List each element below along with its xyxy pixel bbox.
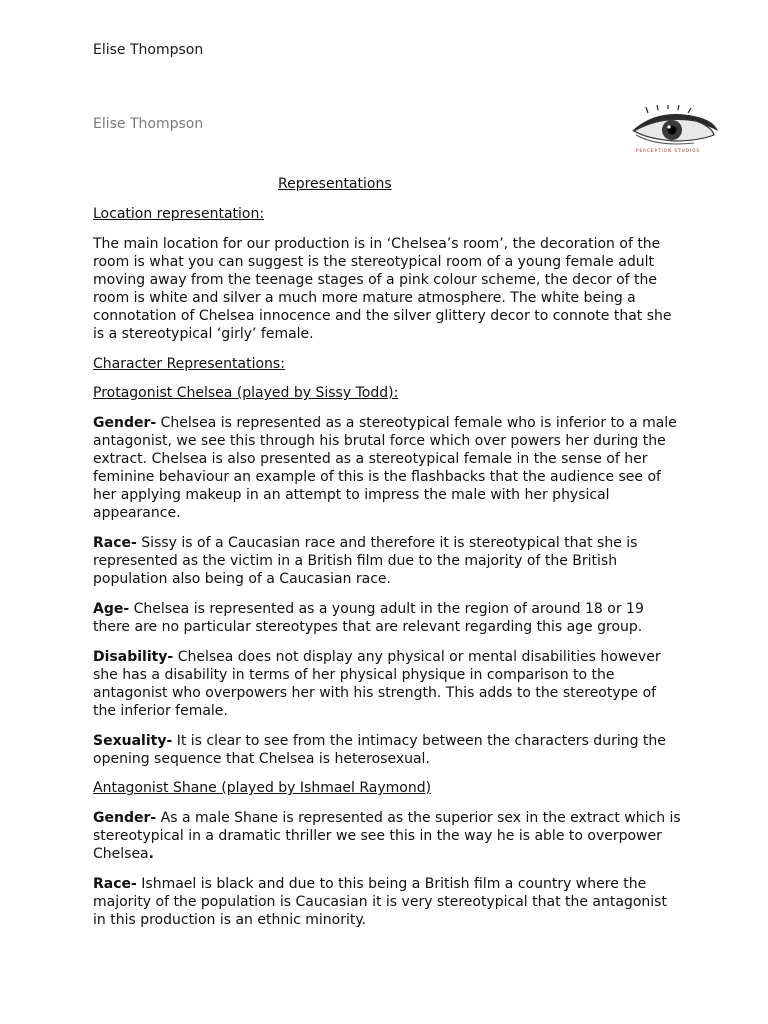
author-name-faded: Elise Thompson bbox=[93, 116, 204, 132]
antagonist-heading: Antagonist Shane (played by Ishmael Raymond) bbox=[93, 780, 432, 796]
gender-label: Gender- bbox=[93, 415, 157, 431]
svg-text:PERCEPTION STUDIOS: PERCEPTION STUDIOS bbox=[636, 148, 701, 153]
race-text: Ishmael is black and due to this being a British film a country where the majority of the population is Caucasian it is very stereotypical that the antagonist in this production is an ethnic minority. bbox=[93, 876, 667, 928]
author-name: Elise Thompson bbox=[93, 42, 204, 58]
character-heading: Character Representations: bbox=[93, 356, 285, 372]
gender-label: Gender- bbox=[93, 810, 157, 826]
protagonist-sexuality-paragraph bbox=[93, 733, 683, 769]
protagonist-age-paragraph bbox=[93, 601, 683, 637]
protagonist-disability-paragraph bbox=[93, 649, 683, 721]
antagonist-race-paragraph bbox=[93, 876, 683, 930]
location-heading: Location representation: bbox=[93, 206, 265, 222]
protagonist-race-paragraph bbox=[93, 535, 683, 589]
race-label: Race- bbox=[93, 535, 137, 551]
gender-text: As a male Shane is represented as the superior sex in the extract which is stereotypical in a dramatic thriller we see this in the way he is able to overpower Chelsea bbox=[93, 810, 681, 862]
protagonist-heading: Protagonist Chelsea (played by Sissy Todd): bbox=[93, 385, 399, 401]
gender-text: Chelsea is represented as a stereotypical female who is inferior to a male antagonist, we see this through his brutal force which over powers her during the extract. Chelsea is also presented as a stereotypical female in the sense of her feminine behaviour an example of this is the flashbacks that the audience see of her applying makeup in an attempt to impress the male with her physical appearance. bbox=[93, 415, 677, 521]
disability-text: Chelsea does not display any physical or mental disabilities however she has a disability in terms of her physical physique in comparison to the antagonist who overpowers her with his strength. This adds to the stereotype of the inferior female. bbox=[93, 649, 661, 719]
document-title: Representations bbox=[278, 176, 392, 192]
race-text: Sissy is of a Caucasian race and therefore it is stereotypical that she is represented as the victim in a British film due to the majority of the British population also being of a Caucasian race. bbox=[93, 535, 638, 587]
eye-logo bbox=[628, 105, 720, 155]
protagonist-gender-paragraph bbox=[93, 415, 683, 522]
sexuality-text: It is clear to see from the intimacy between the characters during the opening sequence that Chelsea is heterosexual. bbox=[93, 733, 666, 767]
location-paragraph: The main location for our production is in ‘Chelsea’s room’, the decoration of the room is what you can suggest is the stereotypical room of a young female adult moving away from the teenage stages of a pink colour scheme, the decor of the room is white and silver a much more mature atmosphere. The white being a connotation of Chelsea innocence and the silver glittery decor to connote that she is a stereotypical ‘girly’ female. bbox=[93, 236, 672, 342]
gender-end-punctuation: . bbox=[148, 845, 154, 862]
race-label: Race- bbox=[93, 876, 137, 892]
antagonist-gender-paragraph bbox=[93, 810, 683, 864]
age-text: Chelsea is represented as a young adult in the region of around 18 or 19 there are no particular stereotypes that are relevant regarding this age group. bbox=[93, 601, 644, 635]
sexuality-label: Sexuality- bbox=[93, 733, 173, 749]
disability-label: Disability- bbox=[93, 649, 174, 665]
age-label: Age- bbox=[93, 601, 130, 617]
